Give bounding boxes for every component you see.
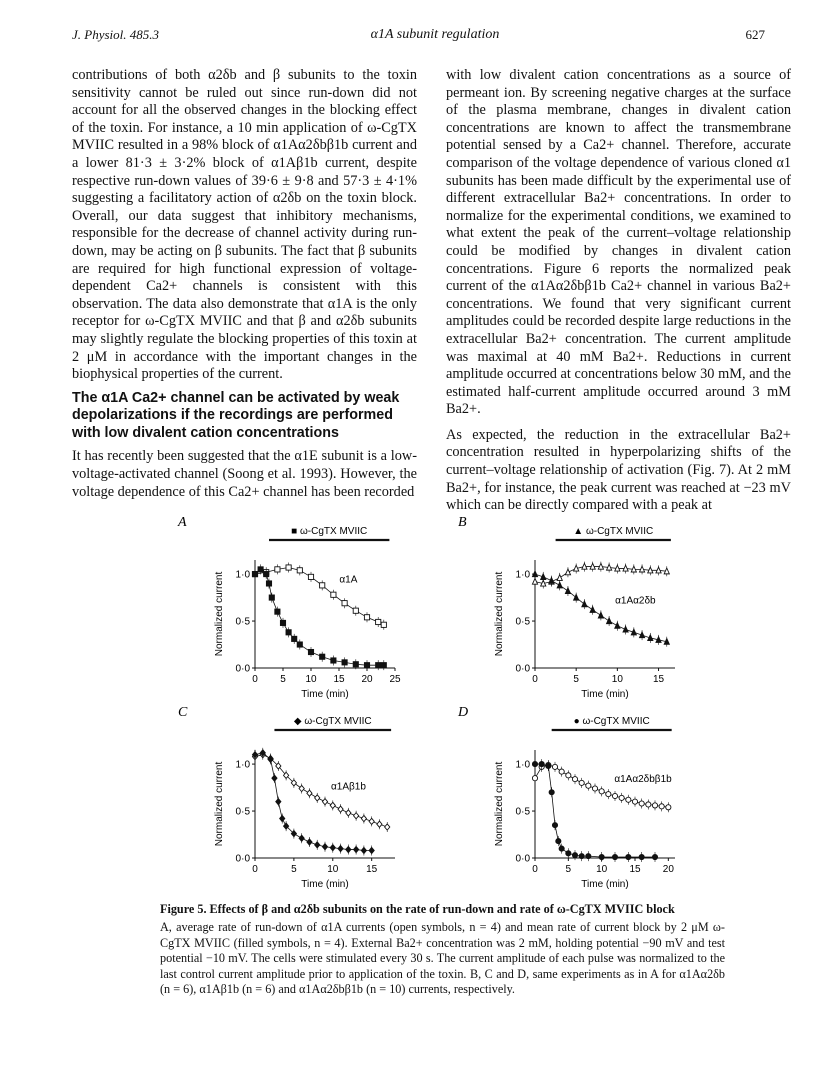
data-point-filled [565,588,570,594]
data-point-filled [607,618,612,624]
data-point-filled [322,844,327,850]
data-point-filled [532,761,537,766]
data-point-filled [280,620,285,625]
x-tick-label: 10 [596,864,608,875]
panel-label: A [178,515,187,530]
figure-caption [160,902,725,997]
x-tick-label: 0 [252,674,258,685]
data-point-filled [652,854,657,859]
y-tick-label: 1·0 [235,569,250,581]
toxin-legend: ▲ ω-CgTX MVIIC [573,526,654,537]
left-paragraph-1: contributions of both α2δb and β subunits to the toxin sensitivity cannot be ruled out since run-down did not account for all the observed changes in the blocking effect of the toxin. For instance, a 10 min application of ω-CgTX MVIIC resulted in a 98% block of α1Aα2δbβ1b current and a lower 81·3 ± 3·2% block of α1Aβ1b current, despite respective run-down values of 39·6 ± 9·8 and 57·3 ± 4·1% suggesting a facilitatory action of α2δb on the toxin block. Overall, our data suggest that inhibitory mechanisms, responsible for the decrease of channel activity during run-down, may be acting on β subunits. The fact that β subunits are required for high functional expression of voltage-dependent Ca2+ channels is consistent with this observation. The data also demonstrate that α1A is the only receptor for ω-CgTX MVIIC and that β and α2δb subunits may slightly regulate the blocking properties of this toxin at 2 μM in accordance with the important changes in the biophysical properties of the current. [72,67,417,383]
curve-label: α1A [339,574,358,586]
data-point-filled [264,571,269,576]
right-column [446,67,791,515]
data-point-open [320,583,325,588]
data-point-open [552,764,557,769]
data-point-open [619,795,624,800]
y-tick-label: 1·0 [515,759,530,771]
data-point-filled [626,854,631,859]
data-point-filled [272,775,277,781]
y-tick-label: 0·0 [235,663,250,675]
data-point-filled [598,612,603,618]
data-point-open [639,801,644,806]
x-tick-label: 20 [662,864,674,875]
data-point-filled [315,842,320,848]
data-point-open [565,569,570,575]
data-point-filled [269,595,274,600]
right-paragraph-1: with low divalent cation concentrations as a source of permeant ion. By screening negative charges at the surface of the plasma membrane, changes in divalent cation concentrations are known to affect the transmembrane potential sensed by a Ca2+ channel. Therefore, accurate comparison of the voltage dependence of various cloned α1 subunits has been made difficult by the experimental use of different extracellular Ba2+ concentrations. In order to normalize for the experimental conditions, we examined to what extent the peak of the current–voltage relationship could be modified by changes in divalent cation concentrations. Figure 6 reports the normalized peak current of the α1Aα2δbβ1b Ca2+ channel in various Ba2+ concentrations. We found that very significant current amplitudes could be recorded despite large reductions in the extracellular Ba2+ concentration. The current amplitude was maximal at 40 mM Ba2+. Reductions in current amplitude occurred at concentrations below 30 mM, and the estimated half-current amplitude occurred around 3 mM Ba2+. [446,67,791,418]
x-axis-label: Time (min) [581,879,629,890]
data-point-filled [307,839,312,845]
data-point-filled [354,846,359,852]
data-point-filled [353,662,358,667]
panel-label: B [458,515,467,530]
x-axis-label: Time (min) [581,689,629,700]
panel-b-svg [455,512,725,702]
data-point-filled [381,663,386,668]
x-tick-label: 25 [389,674,401,685]
data-point-filled [252,571,257,576]
figure-panel-d [455,702,725,892]
data-point-filled [297,642,302,647]
left-column [72,67,417,501]
data-point-open [557,575,562,581]
y-tick-label: 0·0 [515,853,530,865]
data-point-open [353,608,358,613]
curve-label: α1Aα2δb [615,595,656,607]
data-point-filled [639,854,644,859]
data-point-open [626,797,631,802]
data-point-filled [369,847,374,853]
data-point-filled [582,601,587,607]
data-point-open [342,601,347,606]
data-point-open [308,574,313,579]
data-point-filled [338,846,343,852]
data-point-filled [258,567,263,572]
data-point-open [315,795,320,801]
data-point-filled [612,854,617,859]
data-point-filled [590,607,595,613]
caption-body: A, average rate of run-down of α1A currents (open symbols, n = 4) and mean rate of current block by 2 μM ω-CgTX MVIIC (filled symbols, n = 4). External Ba2+ concentration was 2 mM, holding potential −90 mV and test potential −10 mV. The cells were stimulated every 30 s. The current amplitude of each pulse was normalized to the last control current amplitude prior to application of the toxin. B, C and D, same experiments as in A for α1Aα2δb (n = 6), α1Aβ1b (n = 6) and α1Aα2δbβ1b (n = 10) currents, respectively. [160,920,725,997]
data-point-open [381,622,386,627]
data-point-filled [364,663,369,668]
data-point-filled [308,649,313,654]
data-point-open [331,592,336,597]
data-point-open [646,802,651,807]
data-point-filled [599,854,604,859]
data-point-filled [556,838,561,843]
data-point-filled [376,663,381,668]
section-heading: The α1A Ca2+ channel can be activated by weak depolarizations if the recordings are performed with low divalent cation concentrations [72,389,400,441]
x-tick-label: 10 [305,674,317,685]
y-axis-label: Normalized current [494,571,505,657]
x-tick-label: 10 [611,674,623,685]
panel-label: D [458,705,469,720]
x-tick-label: 15 [333,674,345,685]
data-point-filled [615,623,620,629]
page-number: 627 [745,27,765,42]
data-point-open [297,568,302,573]
x-tick-label: 10 [327,864,339,875]
data-point-open [286,565,291,570]
x-tick-label: 15 [366,864,378,875]
data-point-open [666,805,671,810]
data-point-open [369,818,374,824]
data-point-filled [546,763,551,768]
caption-title: Figure 5. Effects of β and α2δb subunits on the rate of run-down and rate of ω-CgTX MVIIC block [160,902,675,916]
data-point-filled [549,790,554,795]
data-point-open [592,786,597,791]
data-point-open [532,776,537,781]
data-point-open [612,793,617,798]
data-point-open [385,824,390,830]
data-point-open [275,567,280,572]
data-point-filled [559,846,564,851]
data-point-filled [579,854,584,859]
data-point-open [322,799,327,805]
data-point-open [364,615,369,620]
data-point-open [299,785,304,791]
data-point-filled [346,846,351,852]
y-tick-label: 0·5 [235,806,250,818]
data-point-open [307,790,312,796]
data-point-filled [331,658,336,663]
data-point-open [330,802,335,808]
panel-c-svg [175,702,445,892]
figure-panel-a [175,512,445,702]
figure-panel-c [175,702,445,892]
data-point-open [659,804,664,809]
data-point-filled [330,845,335,851]
data-point-filled [623,626,628,632]
data-point-open [377,821,382,827]
data-point-filled [572,853,577,858]
x-axis-label: Time (min) [301,689,349,700]
data-point-open [346,810,351,816]
data-point-filled [276,799,281,805]
y-axis-label: Normalized current [214,571,225,657]
data-point-open [606,792,611,797]
data-point-open [572,777,577,782]
y-tick-label: 1·0 [235,759,250,771]
y-tick-label: 0·5 [235,616,250,628]
data-point-open [586,783,591,788]
data-point-open [652,803,657,808]
x-tick-label: 0 [252,864,258,875]
y-axis-label: Normalized current [214,761,225,847]
x-tick-label: 5 [565,864,572,875]
data-point-filled [552,823,557,828]
data-point-open [632,799,637,804]
series-line [255,753,372,851]
data-point-open [532,578,537,584]
panel-d-svg [455,702,725,892]
data-point-open [376,619,381,624]
data-point-filled [539,761,544,766]
y-tick-label: 0·0 [515,663,530,675]
toxin-legend: ◆ ω-CgTX MVIIC [293,716,372,727]
y-axis-label: Normalized current [494,761,505,847]
x-tick-label: 15 [652,674,665,685]
x-tick-label: 5 [280,674,286,685]
data-point-open [559,769,564,774]
toxin-legend: ■ ω-CgTX MVIIC [291,526,368,537]
data-point-open [599,789,604,794]
y-tick-label: 0·0 [235,853,250,865]
data-point-filled [566,851,571,856]
data-point-filled [299,835,304,841]
data-point-filled [586,854,591,859]
y-tick-label: 0·5 [515,616,530,628]
data-point-open [566,773,571,778]
left-paragraph-2: It has recently been suggested that the α1E subunit is a low-voltage-activated channel (Soong et al. 1993). However, the voltage dependence of this Ca2+ channel has been recorded [72,448,417,500]
panel-a-svg [175,512,445,702]
data-point-open [579,780,584,785]
data-point-open [338,806,343,812]
data-point-filled [280,815,285,821]
y-tick-label: 1·0 [515,569,530,581]
x-tick-label: 20 [361,674,373,685]
data-point-filled [342,660,347,665]
data-point-open [354,813,359,819]
figure-panel-b [455,512,725,702]
journal-name: J. Physiol. 485.3 [72,27,160,42]
data-point-filled [275,609,280,614]
panel-label: C [178,705,188,720]
data-point-open [361,815,366,821]
data-point-filled [266,581,271,586]
curve-label: α1Aα2δbβ1b [614,774,672,786]
data-point-filled [292,636,297,641]
x-tick-label: 0 [532,864,538,875]
x-tick-label: 0 [532,674,538,685]
x-tick-label: 15 [629,864,641,875]
running-title: α1A subunit regulation [370,27,500,42]
data-point-filled [574,594,579,600]
x-axis-label: Time (min) [301,879,349,890]
x-tick-label: 5 [291,864,297,875]
right-paragraph-2: As expected, the reduction in the extracellular Ba2+ concentration resulted in hyperpolarizing shifts of the current–voltage relationship of activation (Fig. 7). At 2 mM Ba2+, for instance, the peak current was reached at −23 mV which can be directly compared with a peak at [446,426,791,514]
series-line [255,755,387,827]
data-point-filled [286,630,291,635]
data-point-filled [557,582,562,588]
y-tick-label: 0·5 [515,806,530,818]
toxin-legend: ● ω-CgTX MVIIC [573,716,650,727]
x-tick-label: 5 [573,674,579,685]
data-point-filled [320,654,325,659]
series-line [535,574,667,642]
curve-label: α1Aβ1b [331,781,366,793]
data-point-filled [361,847,366,853]
